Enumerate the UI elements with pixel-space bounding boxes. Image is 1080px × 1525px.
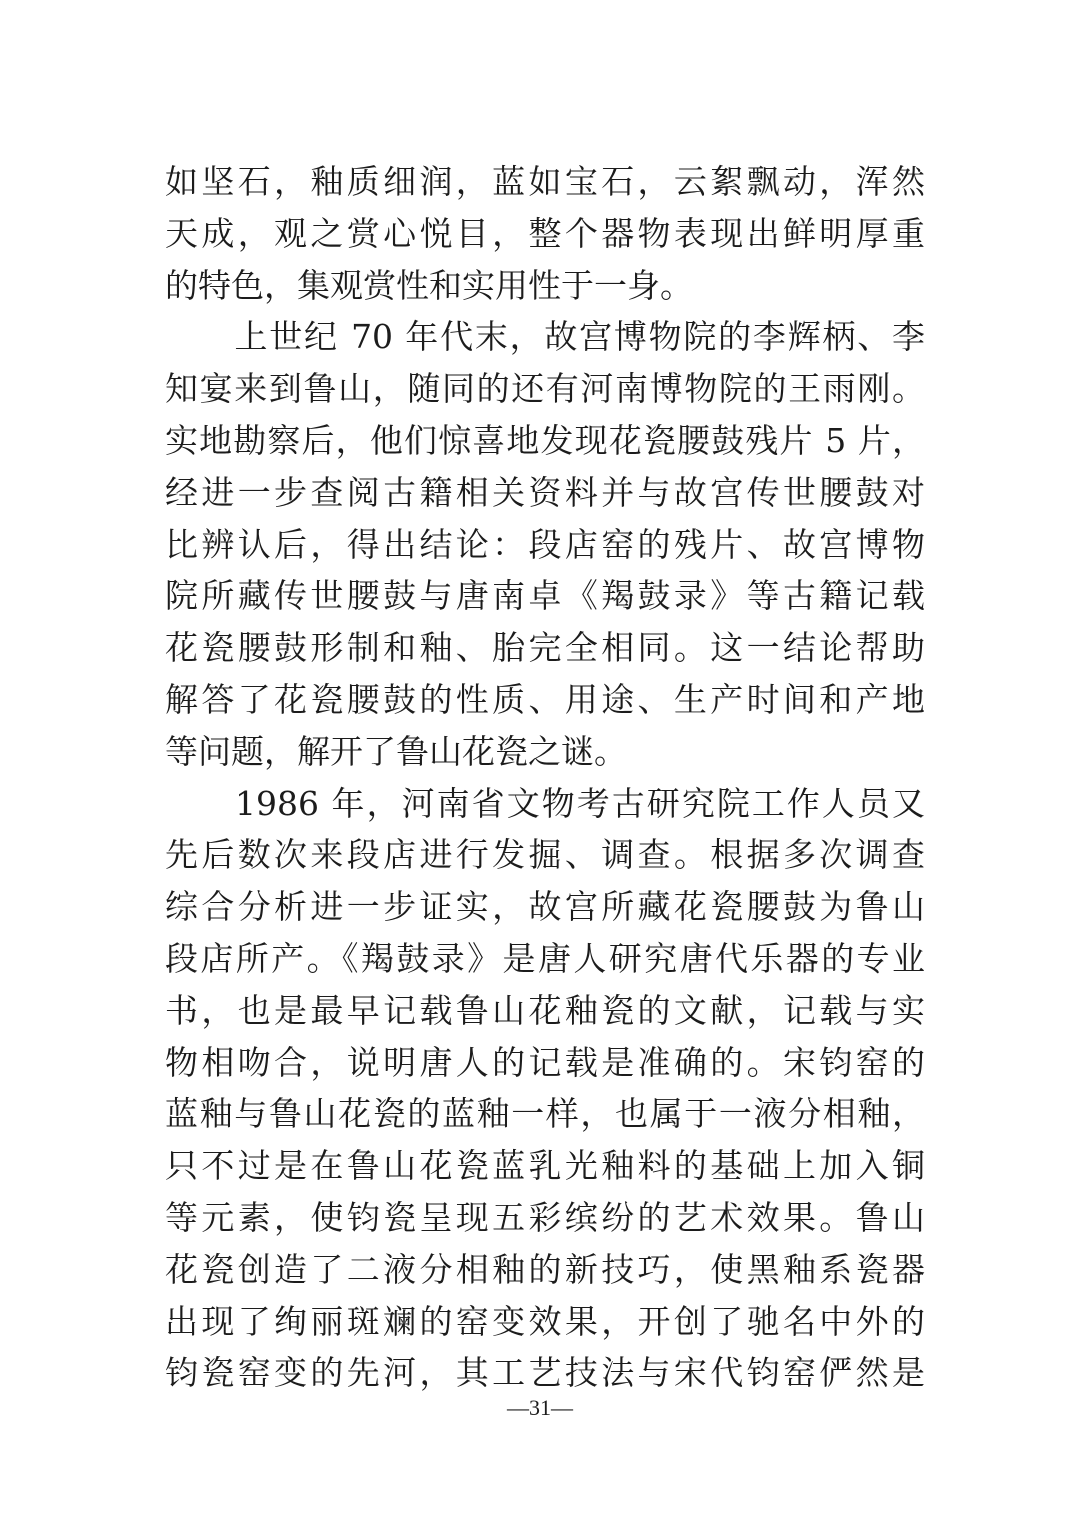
text-line: 等元素，使钧瓷呈现五彩缤纷的艺术效果。鲁山: [165, 1197, 925, 1237]
text-line: 花瓷腰鼓形制和釉、胎完全相同。这一结论帮助: [165, 628, 925, 668]
text-line: 实地勘察后，他们惊喜地发现花瓷腰鼓残片 5 片，: [165, 420, 925, 460]
text-line: 经进一步查阅古籍相关资料并与故宫传世腰鼓对: [165, 472, 925, 512]
text-line: 只不过是在鲁山花瓷蓝乳光釉料的基础上加入铜: [165, 1146, 925, 1186]
text-line: 比辨认后，得出结论：段店窑的残片、故宫博物: [165, 524, 925, 564]
text-line: 段店所产。《羯鼓录》是唐人研究唐代乐器的专业: [165, 938, 925, 978]
text-line: 的特色，集观赏性和实用性于一身。: [165, 265, 693, 305]
text-line: 花瓷创造了二液分相釉的新技巧，使黑釉系瓷器: [165, 1249, 925, 1289]
text-line: 如坚石，釉质细润，蓝如宝石，云絮飘动，浑然: [165, 162, 925, 201]
body-text: [165, 156, 925, 1399]
text-line: 钧瓷窑变的先河，其工艺技法与宋代钧窑俨然是: [165, 1353, 925, 1393]
text-line: 出现了绚丽斑斓的窑变效果，开创了驰名中外的: [165, 1301, 925, 1341]
text-line: 解答了花瓷腰鼓的性质、用途、生产时间和产地: [165, 679, 925, 719]
text-line: 综合分析进一步证实，故宫所藏花瓷腰鼓为鲁山: [165, 887, 925, 927]
text-line: 等问题，解开了鲁山花瓷之谜。: [165, 731, 627, 771]
text-line: 1986 年，河南省文物考古研究院工作人员又: [165, 783, 925, 823]
text-line: 书，也是最早记载鲁山花釉瓷的文献，记载与实: [165, 990, 925, 1030]
text-line: 天成，观之赏心悦目，整个器物表现出鲜明厚重: [165, 213, 925, 253]
text-line: 上世纪 70 年代末，故宫博物院的李辉柄、李: [165, 317, 925, 357]
text-line: 先后数次来段店进行发掘、调查。根据多次调查: [165, 835, 925, 875]
text-line: 蓝釉与鲁山花瓷的蓝釉一样，也属于一液分相釉，: [165, 1094, 925, 1134]
text-line: 院所藏传世腰鼓与唐南卓《羯鼓录》等古籍记载: [165, 576, 925, 616]
text-line: 物相吻合，说明唐人的记载是准确的。宋钧窑的: [165, 1042, 925, 1082]
text-line: 知宴来到鲁山，随同的还有河南博物院的王雨刚。: [165, 369, 925, 409]
page-number: —31—: [507, 1395, 573, 1420]
